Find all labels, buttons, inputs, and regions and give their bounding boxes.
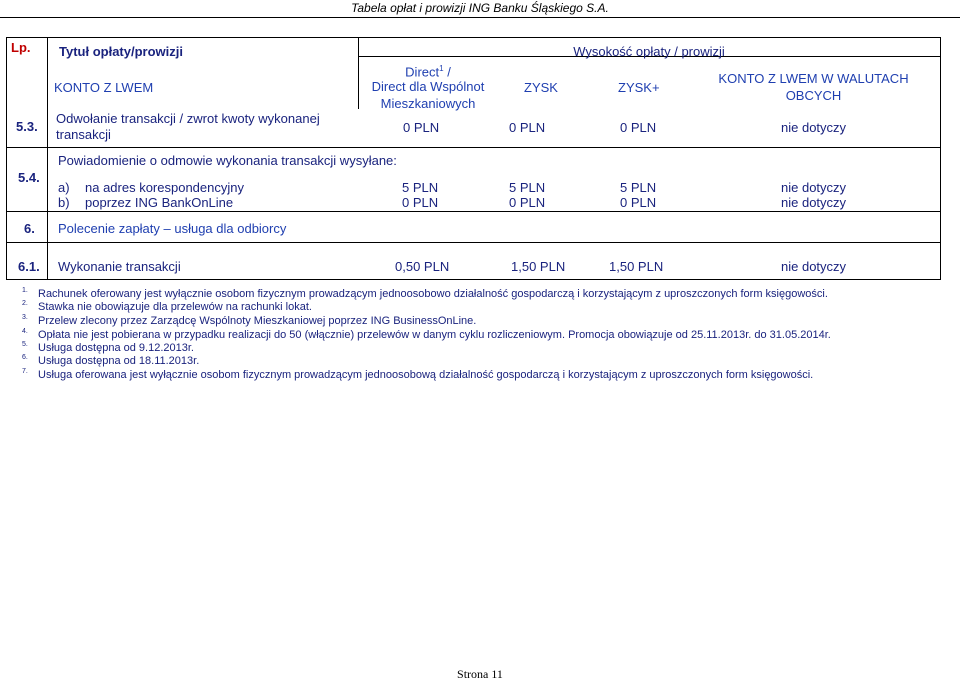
row-5-3-title-line1: Odwołanie transakcji / zwrot kwoty wykonanej bbox=[56, 111, 320, 126]
footnote-4 bbox=[22, 329, 831, 342]
row-6-1-value-fx: nie dotyczy bbox=[781, 259, 847, 274]
row-a-value-zysk: 5 PLN bbox=[509, 180, 546, 195]
lp-header: Lp. bbox=[11, 40, 31, 55]
footnote-text: Opłata nie jest pobierana w przypadku realizacji do 50 (włącznie) przelewów w danym cyklu rozliczeniowym. Promocja obowiązuje od 25.11.2013r. do 31.05.2014r. bbox=[38, 329, 831, 341]
footnote-text: Usługa dostępna od 9.12.2013r. bbox=[38, 342, 194, 354]
footnote-number: 7. bbox=[22, 368, 28, 375]
account-label: KONTO Z LWEM bbox=[54, 80, 154, 95]
footnote-1 bbox=[22, 288, 828, 301]
footnote-6 bbox=[22, 355, 199, 368]
row-a-title: na adres korespondencyjny bbox=[85, 180, 244, 195]
direct-prefix: Direct bbox=[405, 64, 440, 80]
row-b-value-fx: nie dotyczy bbox=[781, 195, 847, 210]
footnote-3 bbox=[22, 315, 476, 328]
section-5-4-rule bbox=[6, 147, 941, 148]
table-border-right bbox=[940, 37, 941, 280]
footnote-7 bbox=[22, 369, 813, 382]
row-5-3-value-fx: nie dotyczy bbox=[781, 120, 847, 135]
document-header: Tabela opłat i prowizji ING Banku Śląskiego S.A. bbox=[351, 1, 609, 15]
zysk-plus-column-header: ZYSK+ bbox=[618, 80, 660, 95]
footnote-number: 5. bbox=[22, 341, 28, 348]
row-5-4-title: Powiadomienie o odmowie wykonania transakcji wysyłane: bbox=[58, 153, 397, 168]
row-b-value-direct: 0 PLN bbox=[402, 195, 439, 210]
section-6-rule bbox=[6, 211, 941, 212]
section-6-1-rule bbox=[6, 242, 941, 243]
row-b-value-zysk-plus: 0 PLN bbox=[620, 195, 657, 210]
direct-suffix: / bbox=[443, 64, 451, 80]
row-a-value-direct: 5 PLN bbox=[402, 180, 439, 195]
title-header: Tytuł opłaty/prowizji bbox=[59, 44, 183, 59]
footnote-number: 3. bbox=[22, 314, 28, 321]
table-border-bottom bbox=[6, 279, 941, 280]
footnote-number: 2. bbox=[22, 300, 28, 307]
footnote-text: Rachunek oferowany jest wyłącznie osobom fizycznym prowadzącym jednoosobowo działalność gospodarczą i korzystającym z uproszczonych form księgowości. bbox=[38, 288, 828, 300]
row-5-3-title-line2: transakcji bbox=[56, 127, 111, 142]
row-a-value-fx: nie dotyczy bbox=[781, 180, 847, 195]
row-5-3-value-zysk: 0 PLN bbox=[509, 120, 546, 135]
table-border-top bbox=[6, 37, 941, 38]
row-6-1-value-direct: 0,50 PLN bbox=[395, 259, 450, 274]
table-border-left bbox=[6, 37, 7, 280]
direct-column-header bbox=[348, 61, 508, 79]
direct-column-line2: Direct dla Wspólnot bbox=[371, 79, 485, 94]
footnote-text: Usługa dostępna od 18.11.2013r. bbox=[38, 355, 200, 367]
direct-column-line3: Mieszkaniowych bbox=[380, 96, 476, 111]
footnote-text: Przelew zlecony przez Zarządcę Wspólnoty Mieszkaniowej poprzez ING BusinessOnLine. bbox=[38, 315, 477, 327]
footnote-text: Usługa oferowana jest wyłącznie osobom fizycznym prowadzącym jednoosobową działalność gospodarczą i korzystającym z uproszczonych form księgowości. bbox=[38, 369, 814, 381]
page-number: Strona 11 bbox=[457, 667, 503, 681]
fx-account-header-line1: KONTO Z LWEM W WALUTACH bbox=[718, 71, 909, 86]
fee-header: Wysokość opłaty / prowizji bbox=[573, 44, 725, 59]
row-a-value-zysk-plus: 5 PLN bbox=[620, 180, 657, 195]
row-5-3-lp: 5.3. bbox=[16, 119, 38, 134]
footnote-5 bbox=[22, 342, 194, 355]
row-b-title: poprzez ING BankOnLine bbox=[85, 195, 234, 210]
footnote-2 bbox=[22, 301, 312, 314]
row-6-1-title: Wykonanie transakcji bbox=[58, 259, 181, 274]
footnote-number: 4. bbox=[22, 328, 28, 335]
footnote-number: 6. bbox=[22, 354, 28, 361]
row-6-title: Polecenie zapłaty – usługa dla odbiorcy bbox=[58, 221, 287, 236]
direct-footnote-ref: 1 bbox=[439, 64, 444, 73]
row-a-letter: a) bbox=[58, 180, 70, 195]
header-rule bbox=[0, 17, 960, 18]
row-6-1-value-zysk: 1,50 PLN bbox=[511, 259, 566, 274]
footnote-text: Stawka nie obowiązuje dla przelewów na rachunki lokat. bbox=[38, 301, 312, 313]
row-6-lp: 6. bbox=[24, 221, 35, 236]
lp-column-divider bbox=[47, 37, 48, 280]
row-5-3-value-zysk-plus: 0 PLN bbox=[620, 120, 657, 135]
row-b-letter: b) bbox=[58, 195, 70, 210]
row-b-value-zysk: 0 PLN bbox=[509, 195, 546, 210]
row-5-4-lp: 5.4. bbox=[18, 170, 40, 185]
row-6-1-lp: 6.1. bbox=[18, 259, 40, 274]
row-5-3-value-direct: 0 PLN bbox=[403, 120, 440, 135]
fee-table bbox=[6, 37, 941, 280]
row-6-1-value-zysk-plus: 1,50 PLN bbox=[609, 259, 664, 274]
footnote-number: 1. bbox=[22, 287, 28, 294]
fx-account-header-line2: OBCYCH bbox=[785, 88, 842, 103]
zysk-column-header: ZYSK bbox=[524, 80, 558, 95]
